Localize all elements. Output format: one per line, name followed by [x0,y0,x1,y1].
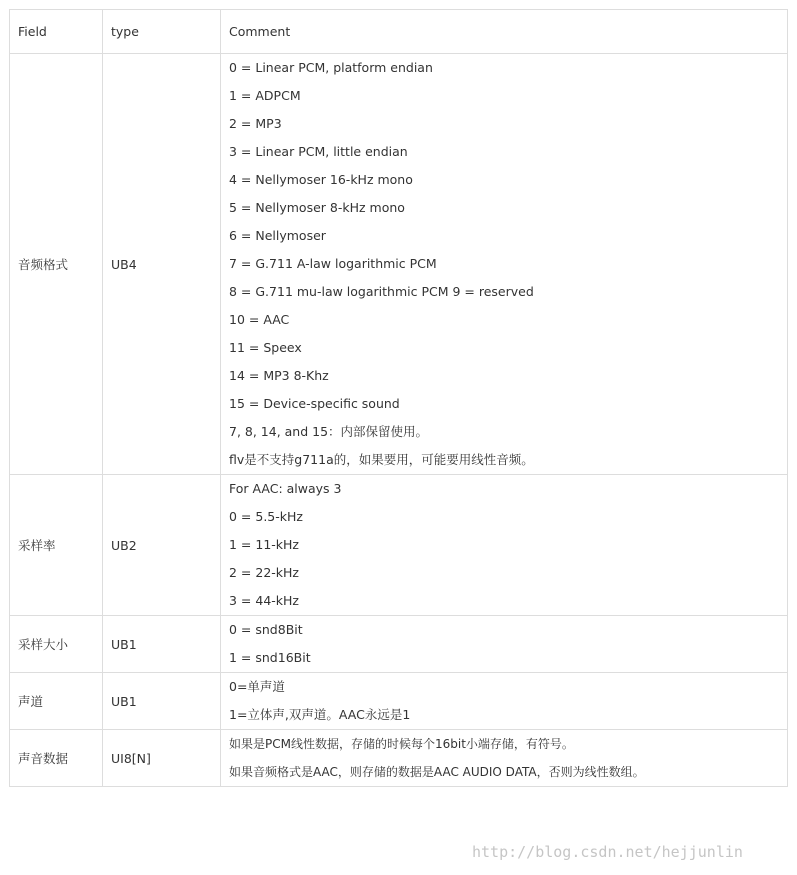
comment-line: 6 = Nellymoser [229,228,326,243]
type-cell: UB4 [103,54,221,475]
table-row [10,475,788,616]
comment-line: 1 = 11-kHz [229,537,299,552]
comment-line: 11 = Speex [229,340,302,355]
header-row [10,10,788,54]
comment-line: For AAC: always 3 [229,481,342,496]
comment-line: 1 = snd16Bit [229,650,311,665]
type-cell: UB1 [103,616,221,673]
field-cell: 声道 [10,673,103,730]
comment-cell [221,54,788,475]
comment-line: 15 = Device-specific sound [229,396,400,411]
comment-line: 2 = 22-kHz [229,565,299,580]
comment-line: 8 = G.711 mu-law logarithmic PCM 9 = reserved [229,284,534,299]
comment-line: 0 = 5.5-kHz [229,509,303,524]
comment-line: 3 = Linear PCM, little endian [229,144,408,159]
comment-cell [221,673,788,730]
comment-line: 14 = MP3 8-Khz [229,368,329,383]
comment-line: 0=单声道 [229,679,285,694]
header-comment: Comment [221,10,788,54]
comment-line: flv是不支持g711a的，如果要用，可能要用线性音频。 [229,452,534,467]
comment-cell [221,730,788,787]
comment-line: 3 = 44-kHz [229,593,299,608]
comment-line: 10 = AAC [229,312,290,327]
type-cell: UB1 [103,673,221,730]
type-cell: UI8[N] [103,730,221,787]
comment-line: 如果音频格式是AAC，则存储的数据是AAC AUDIO DATA，否则为线性数组。 [229,765,645,779]
table-row [10,54,788,475]
comment-line: 如果是PCM线性数据，存储的时候每个16bit小端存储，有符号。 [229,737,574,751]
field-cell: 声音数据 [10,730,103,787]
field-cell: 采样大小 [10,616,103,673]
comment-line: 4 = Nellymoser 16-kHz mono [229,172,413,187]
header-type: type [103,10,221,54]
comment-cell [221,475,788,616]
comment-line: 0 = Linear PCM, platform endian [229,60,433,75]
watermark: http://blog.csdn.net/hejjunlin [472,843,743,861]
field-cell: 采样率 [10,475,103,616]
comment-line: 1=立体声,双声道。AAC永远是1 [229,707,411,722]
comment-line: 7, 8, 14, and 15：内部保留使用。 [229,424,429,439]
table-row [10,730,788,787]
comment-line: 7 = G.711 A-law logarithmic PCM [229,256,437,271]
comment-line: 2 = MP3 [229,116,282,131]
comment-line: 1 = ADPCM [229,88,301,103]
comment-cell [221,616,788,673]
comment-line: 5 = Nellymoser 8-kHz mono [229,200,405,215]
comment-line: 0 = snd8Bit [229,622,303,637]
audio-tag-spec-table [9,9,788,787]
table-row [10,673,788,730]
header-field: Field [10,10,103,54]
field-cell: 音频格式 [10,54,103,475]
table-row [10,616,788,673]
type-cell: UB2 [103,475,221,616]
